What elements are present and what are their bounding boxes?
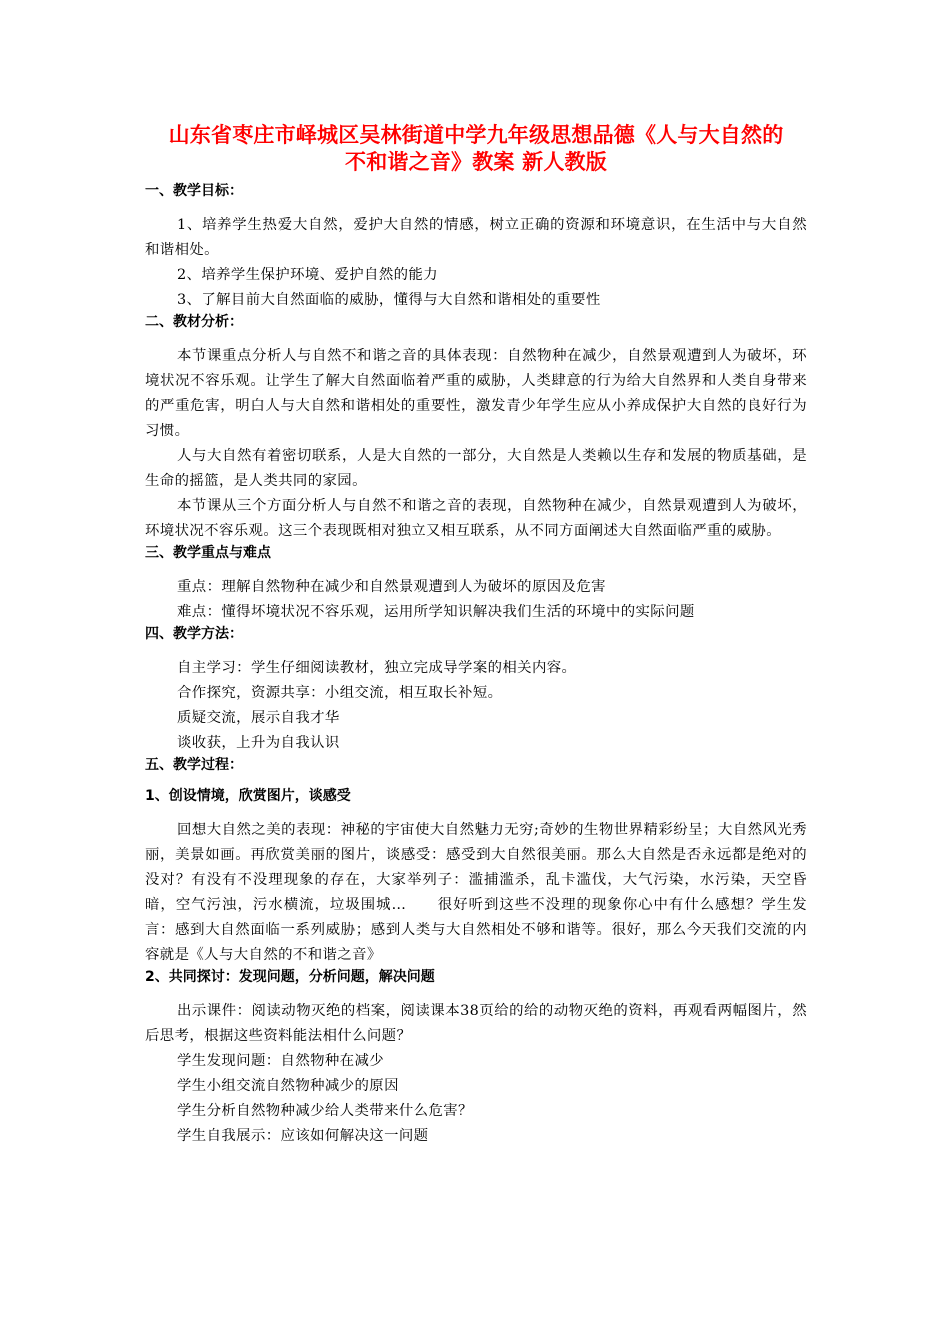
method-2: 合作探究，资源共享：小组交流，相互取长补短。 xyxy=(177,685,503,701)
method-3: 质疑交流，展示自我才华 xyxy=(177,710,340,726)
objective-1: 1、培养学生热爱大自然，爱护大自然的情感，树立正确的资源和环境意识，在生活中与大自然和谐相处。 xyxy=(145,217,807,258)
document-title xyxy=(145,122,807,176)
title-line-1: 山东省枣庄市峄城区吴林街道中学九年级思想品德《人与大自然的 xyxy=(168,123,784,147)
process-paragraph-2: 出示课件：阅读动物灭绝的档案，阅读课本38页给的给的动物灭绝的资料，再观看两幅图片，然后思考，根据这些资料能法相什么问题？ xyxy=(145,1003,807,1044)
subsection-heading-1: 1、创设情境，欣赏图片，谈感受 xyxy=(145,788,351,804)
process-step-1: 学生发现问题：自然物种在减少 xyxy=(177,1053,385,1069)
section-heading-objectives: 一、教学目标： xyxy=(145,183,243,199)
analysis-paragraph-2: 人与大自然有着密切联系，人是大自然的一部分，大自然是人类赖以生存和发展的物质基础，是生命的摇篮，是人类共同的家园。 xyxy=(145,448,807,489)
objective-3: 3、了解目前大自然面临的威胁，懂得与大自然和谐相处的重要性 xyxy=(177,292,601,308)
document-page xyxy=(145,122,807,1149)
process-paragraph-1: 回想大自然之美的表现：神秘的宇宙使大自然魅力无穷;奇妙的生物世界精彩纷呈；大自然风光秀丽，美景如画。再欣赏美丽的图片，谈感受：感受到大自然很美丽。那么大自然是否永远都是绝对的没对？有没有不没理现象的存在，大家举列子：滥捕滥杀，乱卡滥伐，大气污染，水污染，天空昏暗，空气污浊，污水横流，垃圾围城… 很好听到这些不没理的现象你心中有什么感想？学生发言：感到大自然面临一系列威胁；感到人类与大自然相处不够和谐等。很好，那么今天我们交流的内容就是《人与大自然的不和谐之音》 xyxy=(145,822,807,963)
section-heading-methods: 四、教学方法： xyxy=(145,626,243,642)
section-heading-process: 五、教学过程： xyxy=(145,757,243,773)
process-step-3: 学生分析自然物种减少给人类带来什么危害？ xyxy=(177,1103,473,1119)
analysis-paragraph-1: 本节课重点分析人与自然不和谐之音的具体表现：自然物种在减少，自然景观遭到人为破坏，环境状况不容乐观。让学生了解大自然面临着严重的威胁，人类肆意的行为给大自然界和人类自身带来的严重危害，明白人与大自然和谐相处的重要性，激发青少年学生应从小养成保护大自然的良好行为习惯。 xyxy=(145,348,807,439)
objective-2: 2、培养学生保护环境、爱护自然的能力 xyxy=(177,267,438,283)
subsection-heading-2: 2、共同探讨：发现问题，分析问题，解决问题 xyxy=(145,969,435,985)
analysis-paragraph-3: 本节课从三个方面分析人与自然不和谐之音的表现，自然物种在减少，自然景观遭到人为破坏，环境状况不容乐观。这三个表现既相对独立又相互联系，从不同方面阐述大自然面临严重的威胁。 xyxy=(145,498,807,539)
process-step-4: 学生自我展示：应该如何解决这一问题 xyxy=(177,1128,429,1144)
section-heading-key-points: 三、教学重点与难点 xyxy=(145,545,271,561)
section-heading-analysis: 二、教材分析： xyxy=(145,314,243,330)
title-line-2: 不和谐之音》教案 新人教版 xyxy=(345,150,607,174)
key-point: 重点：理解自然物种在减少和自然景观遭到人为破坏的原因及危害 xyxy=(177,579,606,595)
method-1: 自主学习：学生仔细阅读教材，独立完成导学案的相关内容。 xyxy=(177,660,577,676)
difficult-point: 难点：懂得坏境状况不容乐观，运用所学知识解决我们生活的环境中的实际问题 xyxy=(177,604,695,620)
method-4: 谈收获，上升为自我认识 xyxy=(177,735,340,751)
process-step-2: 学生小组交流自然物种减少的原因 xyxy=(177,1078,399,1094)
